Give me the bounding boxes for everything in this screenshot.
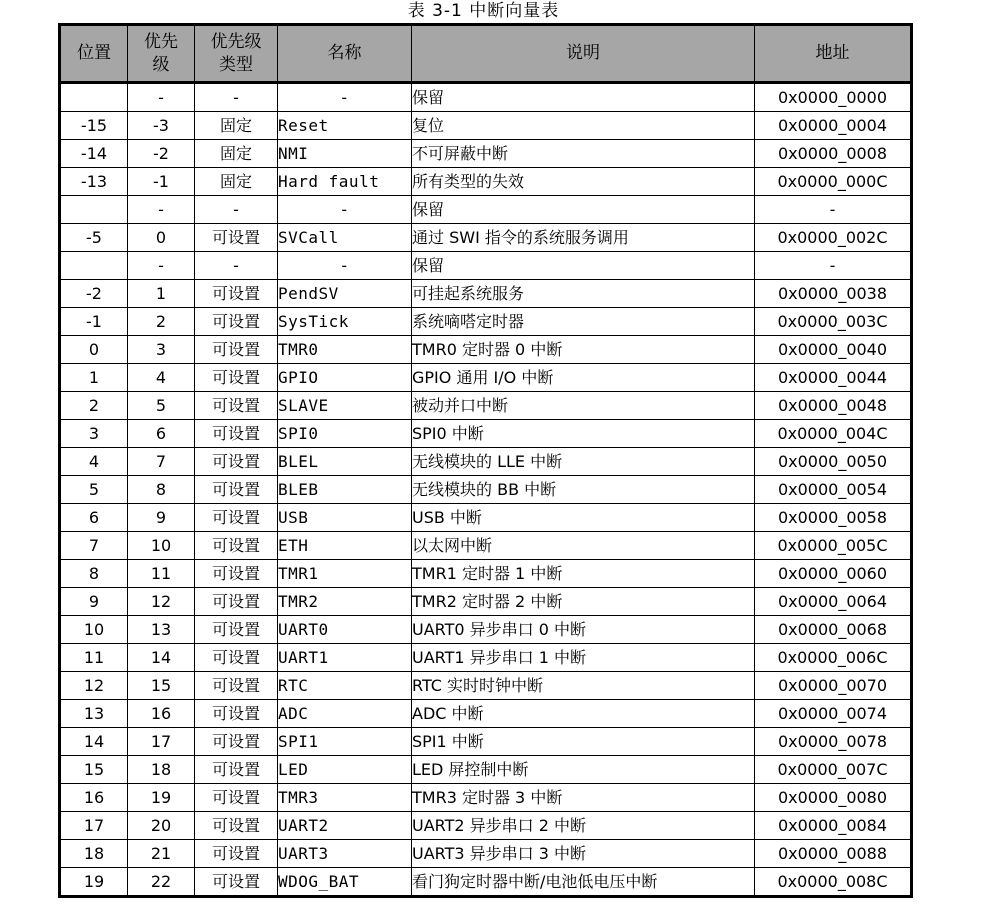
cell-address: 0x0000_007C (755, 756, 912, 784)
cell-priority: 1 (128, 280, 195, 308)
cell-priority-type: 可设置 (195, 448, 278, 476)
cell-description: RTC 实时时钟中断 (412, 672, 755, 700)
cell-priority-type: 可设置 (195, 224, 278, 252)
table-row (60, 784, 912, 812)
cell-priority-type: 可设置 (195, 644, 278, 672)
cell-name: NMI (278, 140, 412, 168)
cell-priority: 11 (128, 560, 195, 588)
cell-address: 0x0000_000C (755, 168, 912, 196)
header-position: 位置 (60, 25, 128, 83)
cell-description: 通过 SWI 指令的系统服务调用 (412, 224, 755, 252)
cell-priority: 9 (128, 504, 195, 532)
cell-description: TMR2 定时器 2 中断 (412, 588, 755, 616)
cell-description: ADC 中断 (412, 700, 755, 728)
cell-description: 被动并口中断 (412, 392, 755, 420)
cell-name: BLEL (278, 448, 412, 476)
cell-name: SPI0 (278, 420, 412, 448)
cell-priority-type: 可设置 (195, 728, 278, 756)
cell-position: 1 (60, 364, 128, 392)
table-caption: 表 3-1 中断向量表 (407, 1, 560, 21)
cell-position: 0 (60, 336, 128, 364)
cell-position: 3 (60, 420, 128, 448)
cell-address: 0x0000_002C (755, 224, 912, 252)
cell-position: 9 (60, 588, 128, 616)
cell-position (60, 196, 128, 224)
cell-position: 4 (60, 448, 128, 476)
cell-address: 0x0000_0040 (755, 336, 912, 364)
cell-priority-type: - (195, 83, 278, 112)
cell-position: -5 (60, 224, 128, 252)
cell-priority: 20 (128, 812, 195, 840)
cell-address: 0x0000_0008 (755, 140, 912, 168)
table-row (60, 616, 912, 644)
cell-address: 0x0000_0044 (755, 364, 912, 392)
cell-description: 无线模块的 LLE 中断 (412, 448, 755, 476)
cell-address: 0x0000_0068 (755, 616, 912, 644)
cell-priority-type: 可设置 (195, 336, 278, 364)
cell-description: TMR3 定时器 3 中断 (412, 784, 755, 812)
header-priority-type-label: 优先级 类型 (210, 31, 262, 75)
cell-priority: 22 (128, 868, 195, 897)
table-row (60, 196, 912, 224)
cell-name: PendSV (278, 280, 412, 308)
cell-priority: - (128, 196, 195, 224)
cell-name: - (278, 252, 412, 280)
table-row (60, 532, 912, 560)
table-row (60, 644, 912, 672)
cell-name: Reset (278, 112, 412, 140)
cell-address: - (755, 196, 912, 224)
cell-address: 0x0000_0050 (755, 448, 912, 476)
cell-address: 0x0000_003C (755, 308, 912, 336)
cell-description: SPI1 中断 (412, 728, 755, 756)
cell-address: 0x0000_0060 (755, 560, 912, 588)
cell-address: 0x0000_0064 (755, 588, 912, 616)
cell-priority: 16 (128, 700, 195, 728)
cell-address: 0x0000_0084 (755, 812, 912, 840)
cell-priority-type: 可设置 (195, 672, 278, 700)
cell-position: 17 (60, 812, 128, 840)
cell-priority-type: 可设置 (195, 812, 278, 840)
cell-priority-type: 可设置 (195, 616, 278, 644)
cell-position: 13 (60, 700, 128, 728)
cell-priority: -2 (128, 140, 195, 168)
cell-position (60, 252, 128, 280)
cell-description: 保留 (412, 252, 755, 280)
table-row (60, 812, 912, 840)
table-row (60, 83, 912, 112)
cell-priority: 0 (128, 224, 195, 252)
cell-name: - (278, 196, 412, 224)
cell-position: -15 (60, 112, 128, 140)
cell-priority-type: 可设置 (195, 700, 278, 728)
cell-priority: - (128, 252, 195, 280)
cell-description: GPIO 通用 I/O 中断 (412, 364, 755, 392)
cell-priority-type: 固定 (195, 168, 278, 196)
header-description: 说明 (412, 25, 755, 83)
cell-address: 0x0000_0000 (755, 83, 912, 112)
table-row (60, 448, 912, 476)
cell-description: UART0 异步串口 0 中断 (412, 616, 755, 644)
header-priority-type (195, 25, 278, 83)
cell-address: 0x0000_0070 (755, 672, 912, 700)
cell-description: 看门狗定时器中断/电池低电压中断 (412, 868, 755, 897)
cell-position: -13 (60, 168, 128, 196)
cell-position: 16 (60, 784, 128, 812)
cell-address: 0x0000_005C (755, 532, 912, 560)
cell-description: USB 中断 (412, 504, 755, 532)
cell-name: TMR0 (278, 336, 412, 364)
table-row (60, 252, 912, 280)
cell-address: 0x0000_008C (755, 868, 912, 897)
table-body (60, 83, 912, 897)
cell-name: UART1 (278, 644, 412, 672)
cell-name: SPI1 (278, 728, 412, 756)
cell-address: 0x0000_0088 (755, 840, 912, 868)
cell-name: GPIO (278, 364, 412, 392)
table-row (60, 420, 912, 448)
table-row (60, 476, 912, 504)
header-priority-label: 优先 级 (144, 31, 178, 75)
cell-description: TMR0 定时器 0 中断 (412, 336, 755, 364)
table-row (60, 224, 912, 252)
cell-priority: 2 (128, 308, 195, 336)
table-header-row (60, 25, 912, 83)
cell-priority: 12 (128, 588, 195, 616)
cell-priority: 17 (128, 728, 195, 756)
cell-priority-type: 固定 (195, 140, 278, 168)
cell-priority-type: 可设置 (195, 868, 278, 897)
header-priority (128, 25, 195, 83)
cell-priority: -3 (128, 112, 195, 140)
cell-position: 2 (60, 392, 128, 420)
cell-position: 15 (60, 756, 128, 784)
cell-address: 0x0000_0054 (755, 476, 912, 504)
cell-position: 18 (60, 840, 128, 868)
cell-name: TMR2 (278, 588, 412, 616)
cell-position: 8 (60, 560, 128, 588)
cell-description: 可挂起系统服务 (412, 280, 755, 308)
cell-name: UART3 (278, 840, 412, 868)
cell-position: -14 (60, 140, 128, 168)
cell-priority-type: 可设置 (195, 308, 278, 336)
cell-priority-type: 可设置 (195, 392, 278, 420)
cell-name: TMR3 (278, 784, 412, 812)
cell-position: 19 (60, 868, 128, 897)
cell-description: UART2 异步串口 2 中断 (412, 812, 755, 840)
cell-name: LED (278, 756, 412, 784)
table-row (60, 140, 912, 168)
cell-position (60, 83, 128, 112)
cell-priority-type: 可设置 (195, 784, 278, 812)
cell-priority-type: 可设置 (195, 840, 278, 868)
cell-description: 保留 (412, 196, 755, 224)
cell-position: 11 (60, 644, 128, 672)
cell-name: UART2 (278, 812, 412, 840)
cell-description: 所有类型的失效 (412, 168, 755, 196)
header-address: 地址 (755, 25, 912, 83)
cell-name: TMR1 (278, 560, 412, 588)
cell-position: 5 (60, 476, 128, 504)
cell-priority-type: - (195, 252, 278, 280)
cell-description: 无线模块的 BB 中断 (412, 476, 755, 504)
table-row (60, 728, 912, 756)
cell-name: UART0 (278, 616, 412, 644)
cell-priority: 13 (128, 616, 195, 644)
cell-priority-type: 可设置 (195, 560, 278, 588)
cell-description: SPI0 中断 (412, 420, 755, 448)
table-row (60, 672, 912, 700)
interrupt-vector-table (58, 23, 913, 898)
cell-priority-type: 可设置 (195, 364, 278, 392)
cell-description: 复位 (412, 112, 755, 140)
cell-address: 0x0000_006C (755, 644, 912, 672)
cell-priority: 21 (128, 840, 195, 868)
table-row (60, 364, 912, 392)
cell-priority: 4 (128, 364, 195, 392)
cell-name: USB (278, 504, 412, 532)
cell-address: 0x0000_0078 (755, 728, 912, 756)
cell-description: 保留 (412, 83, 755, 112)
cell-priority: 15 (128, 672, 195, 700)
cell-name: ETH (278, 532, 412, 560)
cell-name: WDOG_BAT (278, 868, 412, 897)
cell-position: 7 (60, 532, 128, 560)
cell-priority-type: 可设置 (195, 420, 278, 448)
table-row (60, 840, 912, 868)
cell-priority: - (128, 83, 195, 112)
header-name: 名称 (278, 25, 412, 83)
cell-priority-type: 可设置 (195, 280, 278, 308)
cell-priority: 14 (128, 644, 195, 672)
cell-priority-type: 可设置 (195, 532, 278, 560)
cell-position: 12 (60, 672, 128, 700)
cell-description: 以太网中断 (412, 532, 755, 560)
table-row (60, 336, 912, 364)
cell-priority: 18 (128, 756, 195, 784)
table-row (60, 504, 912, 532)
cell-description: UART1 异步串口 1 中断 (412, 644, 755, 672)
cell-priority-type: 固定 (195, 112, 278, 140)
cell-priority: 19 (128, 784, 195, 812)
cell-priority-type: - (195, 196, 278, 224)
cell-address: 0x0000_0080 (755, 784, 912, 812)
cell-priority: 10 (128, 532, 195, 560)
cell-name: - (278, 83, 412, 112)
cell-description: 系统嘀嗒定时器 (412, 308, 755, 336)
cell-priority-type: 可设置 (195, 756, 278, 784)
cell-position: 10 (60, 616, 128, 644)
cell-name: SysTick (278, 308, 412, 336)
cell-position: -2 (60, 280, 128, 308)
cell-address: 0x0000_0058 (755, 504, 912, 532)
table-row (60, 308, 912, 336)
cell-name: Hard fault (278, 168, 412, 196)
cell-address: 0x0000_0038 (755, 280, 912, 308)
cell-priority: -1 (128, 168, 195, 196)
table-row (60, 588, 912, 616)
cell-priority: 8 (128, 476, 195, 504)
cell-priority: 5 (128, 392, 195, 420)
table-row (60, 112, 912, 140)
cell-name: ADC (278, 700, 412, 728)
cell-address: - (755, 252, 912, 280)
cell-name: SLAVE (278, 392, 412, 420)
cell-position: -1 (60, 308, 128, 336)
table-row (60, 868, 912, 897)
cell-address: 0x0000_0074 (755, 700, 912, 728)
cell-priority-type: 可设置 (195, 476, 278, 504)
cell-address: 0x0000_004C (755, 420, 912, 448)
cell-description: 不可屏蔽中断 (412, 140, 755, 168)
table-row (60, 392, 912, 420)
cell-priority: 6 (128, 420, 195, 448)
cell-address: 0x0000_0048 (755, 392, 912, 420)
table-row (60, 280, 912, 308)
cell-name: RTC (278, 672, 412, 700)
cell-description: LED 屏控制中断 (412, 756, 755, 784)
cell-position: 6 (60, 504, 128, 532)
cell-priority: 3 (128, 336, 195, 364)
cell-position: 14 (60, 728, 128, 756)
cell-priority: 7 (128, 448, 195, 476)
cell-description: TMR1 定时器 1 中断 (412, 560, 755, 588)
table-row (60, 560, 912, 588)
table-row (60, 168, 912, 196)
table-row (60, 700, 912, 728)
cell-name: BLEB (278, 476, 412, 504)
cell-address: 0x0000_0004 (755, 112, 912, 140)
table-row (60, 756, 912, 784)
cell-priority-type: 可设置 (195, 504, 278, 532)
cell-priority-type: 可设置 (195, 588, 278, 616)
cell-name: SVCall (278, 224, 412, 252)
cell-description: UART3 异步串口 3 中断 (412, 840, 755, 868)
